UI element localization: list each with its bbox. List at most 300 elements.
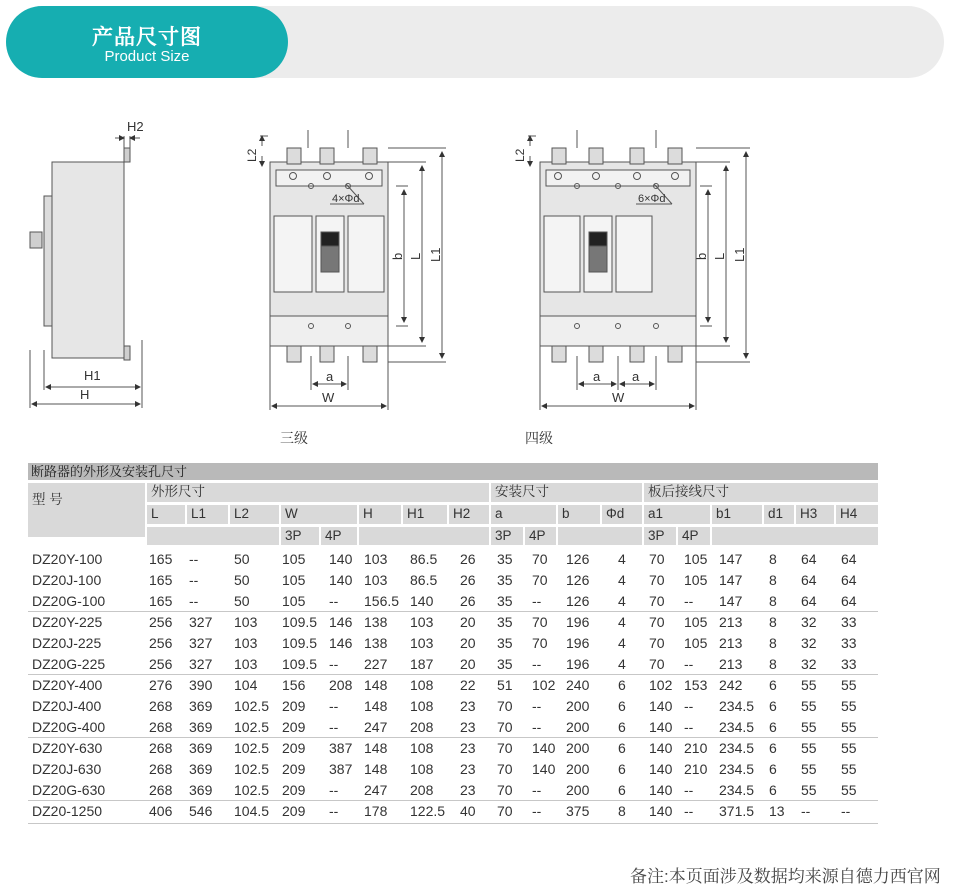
value-cell: 327 [189, 656, 213, 672]
section-title-cn: 产品尺寸图 [92, 26, 202, 49]
value-cell: 369 [189, 782, 213, 798]
value-cell: 35 [497, 635, 513, 651]
value-cell: 140 [649, 761, 673, 777]
model-cell: DZ20G-225 [32, 656, 106, 672]
value-cell: 20 [460, 656, 476, 672]
value-cell: 8 [769, 593, 777, 609]
value-cell: 234.5 [719, 698, 755, 714]
subcol-a1-4p: 4P [678, 527, 710, 545]
value-cell: 8 [769, 614, 777, 630]
group-mounting-dims: 安装尺寸 [491, 483, 642, 502]
value-cell: 209 [282, 719, 306, 735]
value-cell: -- [329, 656, 339, 672]
value-cell: 268 [149, 761, 173, 777]
model-cell: DZ20Y-100 [32, 551, 103, 567]
label-w-4p: W [612, 390, 625, 405]
value-cell: -- [684, 698, 694, 714]
value-cell: 146 [329, 635, 353, 651]
value-cell: 200 [566, 698, 590, 714]
value-cell: 109.5 [282, 635, 318, 651]
value-cell: 70 [649, 551, 665, 567]
value-cell: 70 [497, 698, 513, 714]
value-cell: 210 [684, 761, 708, 777]
value-cell: 369 [189, 698, 213, 714]
col-header-h3: H3 [796, 505, 834, 524]
value-cell: 55 [801, 761, 817, 777]
dimension-drawings [0, 100, 980, 460]
label-b-4p: b [694, 252, 709, 260]
col-header-l2: L2 [230, 505, 279, 524]
value-cell: -- [684, 782, 694, 798]
value-cell: -- [329, 803, 339, 819]
value-cell: 234.5 [719, 719, 755, 735]
value-cell: -- [329, 782, 339, 798]
value-cell: -- [684, 719, 694, 735]
value-cell: 256 [149, 635, 173, 651]
value-cell: 26 [460, 551, 476, 567]
label-a1-4p: a [593, 369, 601, 384]
value-cell: 268 [149, 782, 173, 798]
value-cell: 4 [618, 551, 626, 567]
value-cell: 102.5 [234, 740, 270, 756]
value-cell: 256 [149, 656, 173, 672]
value-cell: 102.5 [234, 782, 270, 798]
col-header-l1: L1 [187, 505, 228, 524]
value-cell: 109.5 [282, 656, 318, 672]
value-cell: 126 [566, 551, 590, 567]
value-cell: 104.5 [234, 803, 270, 819]
value-cell: 32 [801, 614, 817, 630]
value-cell: 140 [329, 551, 353, 567]
value-cell: 138 [364, 635, 388, 651]
value-cell: -- [684, 803, 694, 819]
value-cell: 6 [769, 719, 777, 735]
label-h2: H2 [127, 119, 144, 134]
three-pole-caption: 三级 [280, 430, 308, 446]
value-cell: 102 [649, 677, 673, 693]
subcol-w-4p: 4P [321, 527, 357, 545]
value-cell: 208 [410, 782, 434, 798]
value-cell: 209 [282, 740, 306, 756]
label-a2-4p: a [632, 369, 640, 384]
value-cell: 8 [769, 551, 777, 567]
col-header-l: L [147, 505, 185, 524]
model-cell: DZ20G-400 [32, 719, 106, 735]
label-w-3p: W [322, 390, 335, 405]
value-cell: 70 [649, 656, 665, 672]
value-cell: 35 [497, 572, 513, 588]
value-cell: 200 [566, 761, 590, 777]
value-cell: 108 [410, 698, 434, 714]
value-cell: 103 [364, 572, 388, 588]
value-cell: 140 [649, 782, 673, 798]
value-cell: 227 [364, 656, 388, 672]
value-cell: 35 [497, 551, 513, 567]
value-cell: 55 [841, 740, 857, 756]
group-divider [28, 611, 878, 612]
value-cell: 102.5 [234, 719, 270, 735]
value-cell: 104 [234, 677, 258, 693]
value-cell: 108 [410, 677, 434, 693]
value-cell: 64 [841, 551, 857, 567]
subheader-spacer [712, 527, 878, 545]
subcol-a-3p: 3P [491, 527, 523, 545]
value-cell: 23 [460, 782, 476, 798]
value-cell: 140 [329, 572, 353, 588]
value-cell: 8 [769, 656, 777, 672]
value-cell: 148 [364, 740, 388, 756]
col-header-h2: H2 [449, 505, 489, 524]
col-header-b: b [558, 505, 600, 524]
value-cell: 35 [497, 614, 513, 630]
value-cell: 140 [649, 803, 673, 819]
value-cell: 153 [684, 677, 708, 693]
subheader-spacer [147, 527, 279, 545]
value-cell: -- [841, 803, 851, 819]
col-header-phid: Φd [602, 505, 642, 524]
value-cell: 105 [684, 572, 708, 588]
value-cell: 50 [234, 551, 250, 567]
value-cell: -- [801, 803, 811, 819]
value-cell: 102.5 [234, 698, 270, 714]
value-cell: -- [329, 719, 339, 735]
subheader-spacer [558, 527, 642, 545]
value-cell: 247 [364, 782, 388, 798]
value-cell: 23 [460, 761, 476, 777]
subcol-a1-3p: 3P [644, 527, 676, 545]
four-pole-caption: 四级 [525, 430, 553, 446]
value-cell: 102.5 [234, 761, 270, 777]
value-cell: 8 [618, 803, 626, 819]
model-cell: DZ20Y-630 [32, 740, 103, 756]
col-header-h4: H4 [836, 505, 878, 524]
value-cell: 387 [329, 740, 353, 756]
model-cell: DZ20G-100 [32, 593, 106, 609]
value-cell: 147 [719, 551, 743, 567]
value-cell: 55 [801, 740, 817, 756]
value-cell: 390 [189, 677, 213, 693]
group-divider [28, 737, 878, 738]
value-cell: 148 [364, 698, 388, 714]
value-cell: 369 [189, 761, 213, 777]
value-cell: 140 [532, 740, 556, 756]
value-cell: 242 [719, 677, 743, 693]
value-cell: 126 [566, 593, 590, 609]
label-l1-4p: L1 [732, 247, 747, 262]
value-cell: 165 [149, 551, 173, 567]
col-header-h1: H1 [403, 505, 447, 524]
section-title-en: Product Size [104, 48, 190, 65]
value-cell: 6 [769, 761, 777, 777]
model-cell: DZ20Y-225 [32, 614, 103, 630]
value-cell: 70 [649, 614, 665, 630]
value-cell: 209 [282, 782, 306, 798]
group-rear-wiring-dims: 板后接线尺寸 [644, 483, 878, 502]
value-cell: 196 [566, 635, 590, 651]
value-cell: 156.5 [364, 593, 400, 609]
value-cell: 105 [282, 572, 306, 588]
value-cell: 213 [719, 614, 743, 630]
value-cell: 369 [189, 719, 213, 735]
value-cell: 20 [460, 635, 476, 651]
model-cell: DZ20J-225 [32, 635, 102, 651]
value-cell: -- [329, 593, 339, 609]
label-l-3p: L [408, 252, 423, 260]
value-cell: 208 [410, 719, 434, 735]
value-cell: 108 [410, 761, 434, 777]
value-cell: 200 [566, 719, 590, 735]
value-cell: 86.5 [410, 551, 438, 567]
value-cell: 196 [566, 614, 590, 630]
value-cell: 64 [841, 572, 857, 588]
value-cell: 6 [618, 719, 626, 735]
group-outline-dims: 外形尺寸 [147, 483, 489, 502]
value-cell: 210 [684, 740, 708, 756]
value-cell: 208 [329, 677, 353, 693]
value-cell: 4 [618, 572, 626, 588]
group-divider [28, 674, 878, 675]
value-cell: 375 [566, 803, 590, 819]
label-h1: H1 [84, 368, 101, 383]
value-cell: -- [189, 551, 199, 567]
value-cell: 234.5 [719, 761, 755, 777]
subcol-a-4p: 4P [525, 527, 556, 545]
col-header-w: W [281, 505, 357, 524]
value-cell: 256 [149, 614, 173, 630]
value-cell: 147 [719, 572, 743, 588]
value-cell: 23 [460, 719, 476, 735]
value-cell: 55 [801, 698, 817, 714]
value-cell: 8 [769, 572, 777, 588]
value-cell: 148 [364, 761, 388, 777]
value-cell: 209 [282, 698, 306, 714]
value-cell: 103 [234, 635, 258, 651]
model-cell: DZ20-1250 [32, 803, 103, 819]
value-cell: 55 [841, 782, 857, 798]
label-a-3p: a [326, 369, 334, 384]
value-cell: -- [532, 656, 542, 672]
value-cell: 105 [684, 614, 708, 630]
value-cell: 86.5 [410, 572, 438, 588]
value-cell: 6 [769, 740, 777, 756]
value-cell: 55 [801, 677, 817, 693]
value-cell: 105 [684, 635, 708, 651]
value-cell: 55 [841, 698, 857, 714]
model-cell: DZ20G-630 [32, 782, 106, 798]
value-cell: 70 [497, 719, 513, 735]
value-cell: 276 [149, 677, 173, 693]
value-cell: 70 [649, 572, 665, 588]
value-cell: 103 [234, 656, 258, 672]
label-h: H [80, 387, 90, 402]
value-cell: -- [532, 803, 542, 819]
value-cell: 32 [801, 635, 817, 651]
value-cell: 55 [841, 761, 857, 777]
value-cell: 148 [364, 677, 388, 693]
value-cell: 33 [841, 635, 857, 651]
value-cell: 105 [282, 551, 306, 567]
value-cell: 26 [460, 572, 476, 588]
value-cell: -- [532, 593, 542, 609]
value-cell: -- [532, 719, 542, 735]
value-cell: 70 [532, 551, 548, 567]
value-cell: 268 [149, 698, 173, 714]
value-cell: -- [684, 593, 694, 609]
value-cell: 140 [410, 593, 434, 609]
value-cell: 70 [649, 635, 665, 651]
value-cell: 234.5 [719, 782, 755, 798]
value-cell: 50 [234, 572, 250, 588]
value-cell: 50 [234, 593, 250, 609]
value-cell: 165 [149, 593, 173, 609]
value-cell: 6 [618, 698, 626, 714]
label-holes-3p: 4×Φd [332, 193, 360, 205]
value-cell: 140 [532, 761, 556, 777]
value-cell: -- [189, 572, 199, 588]
value-cell: 268 [149, 740, 173, 756]
value-cell: 209 [282, 803, 306, 819]
model-cell: DZ20J-400 [32, 698, 102, 714]
label-l-4p: L [712, 252, 727, 260]
value-cell: -- [189, 593, 199, 609]
value-cell: 64 [801, 551, 817, 567]
value-cell: 327 [189, 614, 213, 630]
value-cell: 33 [841, 656, 857, 672]
value-cell: 6 [769, 698, 777, 714]
value-cell: 268 [149, 719, 173, 735]
value-cell: 22 [460, 677, 476, 693]
value-cell: 23 [460, 698, 476, 714]
value-cell: 247 [364, 719, 388, 735]
value-cell: 6 [618, 740, 626, 756]
value-cell: 55 [841, 677, 857, 693]
value-cell: 327 [189, 635, 213, 651]
value-cell: -- [329, 698, 339, 714]
value-cell: 105 [684, 551, 708, 567]
table-title: 断路器的外形及安装孔尺寸 [28, 463, 878, 480]
value-cell: 8 [769, 635, 777, 651]
value-cell: 33 [841, 614, 857, 630]
value-cell: 70 [532, 635, 548, 651]
value-cell: 108 [410, 740, 434, 756]
value-cell: 6 [618, 782, 626, 798]
value-cell: 70 [497, 761, 513, 777]
value-cell: 4 [618, 635, 626, 651]
value-cell: -- [684, 656, 694, 672]
value-cell: 369 [189, 740, 213, 756]
value-cell: 32 [801, 656, 817, 672]
value-cell: 546 [189, 803, 213, 819]
value-cell: 40 [460, 803, 476, 819]
value-cell: 20 [460, 614, 476, 630]
value-cell: 147 [719, 593, 743, 609]
value-cell: 140 [649, 719, 673, 735]
value-cell: 406 [149, 803, 173, 819]
col-model-header: 型 号 [28, 483, 145, 537]
footnote: 备注:本页面涉及数据均来源自德力西官网 [630, 867, 941, 886]
value-cell: 103 [410, 614, 434, 630]
value-cell: 102 [532, 677, 556, 693]
value-cell: 140 [649, 698, 673, 714]
value-cell: 6 [769, 782, 777, 798]
col-header-a1: a1 [644, 505, 710, 524]
value-cell: 13 [769, 803, 785, 819]
value-cell: 64 [801, 572, 817, 588]
value-cell: 55 [841, 719, 857, 735]
value-cell: 371.5 [719, 803, 755, 819]
value-cell: 187 [410, 656, 434, 672]
value-cell: 200 [566, 782, 590, 798]
table-bottom-line [28, 823, 878, 824]
value-cell: 4 [618, 656, 626, 672]
col-header-h: H [359, 505, 401, 524]
value-cell: 55 [801, 719, 817, 735]
value-cell: 109.5 [282, 614, 318, 630]
value-cell: -- [532, 782, 542, 798]
group-divider [28, 800, 878, 801]
value-cell: 105 [282, 593, 306, 609]
value-cell: 234.5 [719, 740, 755, 756]
value-cell: 140 [649, 740, 673, 756]
value-cell: 35 [497, 656, 513, 672]
label-l2-3p: L2 [245, 148, 259, 162]
value-cell: 64 [841, 593, 857, 609]
value-cell: 26 [460, 593, 476, 609]
value-cell: 35 [497, 593, 513, 609]
value-cell: 213 [719, 635, 743, 651]
value-cell: 6 [618, 677, 626, 693]
section-title-pill [6, 6, 288, 78]
col-header-a: a [491, 505, 556, 524]
subcol-w-3p: 3P [281, 527, 319, 545]
model-cell: DZ20J-100 [32, 572, 102, 588]
value-cell: 64 [801, 593, 817, 609]
label-l1-3p: L1 [428, 247, 443, 262]
value-cell: 126 [566, 572, 590, 588]
value-cell: 240 [566, 677, 590, 693]
subheader-spacer [359, 527, 489, 545]
value-cell: 70 [649, 593, 665, 609]
value-cell: 103 [410, 635, 434, 651]
model-cell: DZ20J-630 [32, 761, 102, 777]
value-cell: 55 [801, 782, 817, 798]
value-cell: 209 [282, 761, 306, 777]
value-cell: 387 [329, 761, 353, 777]
value-cell: 213 [719, 656, 743, 672]
value-cell: 122.5 [410, 803, 446, 819]
value-cell: 165 [149, 572, 173, 588]
col-header-b1: b1 [712, 505, 762, 524]
label-l2-4p: L2 [513, 148, 527, 162]
three-pole-drawing [260, 130, 446, 410]
value-cell: 178 [364, 803, 388, 819]
value-cell: 70 [497, 803, 513, 819]
value-cell: 146 [329, 614, 353, 630]
value-cell: 156 [282, 677, 306, 693]
value-cell: 138 [364, 614, 388, 630]
value-cell: 103 [364, 551, 388, 567]
value-cell: -- [532, 698, 542, 714]
col-header-d1: d1 [764, 505, 794, 524]
value-cell: 6 [769, 677, 777, 693]
value-cell: 103 [234, 614, 258, 630]
value-cell: 4 [618, 593, 626, 609]
label-b-3p: b [390, 252, 405, 260]
value-cell: 23 [460, 740, 476, 756]
value-cell: 70 [532, 614, 548, 630]
label-holes-4p: 6×Φd [638, 193, 666, 205]
value-cell: 70 [497, 740, 513, 756]
